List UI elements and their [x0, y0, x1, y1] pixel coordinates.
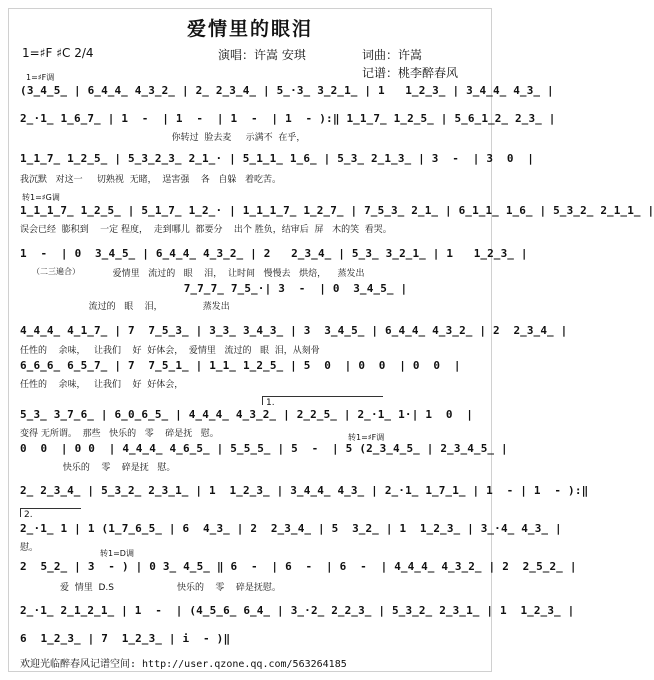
score-row: 2̲ 2̲3̲4̲ | 5̲3̲2̲ 2̲3̲1̲ | 1 1̲2̲3̲ | 3̲4̲4̲ 4̲3̲ | 2̲·1̲ 1̲7̲1̲ | 1 - | 1 - ):‖	[20, 484, 589, 497]
score-row: 1̲1̲7̲ 1̲2̲5̲ | 5̲3̲2̲3̲ 2̲1̲· | 5̲1̲1̲ 1̲6̲ | 5̲3̲ 2̲1̲3̲ | 3 - | 3 0 |	[20, 152, 535, 165]
lyric-line: 任性的 余味， 让我们 好 好体会， 爱情里 流过的 眼 泪，从刻骨	[20, 346, 320, 356]
lyric-line: 爱 情里 D.S 快乐的 零 碎是抚慰。	[20, 583, 281, 593]
volta-label: 1.	[266, 398, 275, 408]
score-row: 6̲6̲6̲ 6̲5̲7̲ | 7 7̲5̲1̲ | 1̲1̲ 1̲2̲5̲ | 5 0 | 0 0 | 0 0 |	[20, 359, 461, 372]
score-row: 4̲4̲4̲ 4̲1̲7̲ | 7 7̲5̲3̲ | 3̲3̲ 3̲4̲3̲ | 3 3̲4̲5̲ | 6̲4̲4̲ 4̲3̲2̲ | 2 2̲3̲4̲ |	[20, 324, 568, 337]
key-change-annotation: 转1=♯F调	[348, 433, 385, 442]
lyric-line: 任性的 余味， 让我们 好 好体会，	[20, 380, 184, 390]
score-row: 2̲·1̲ 1̲6̲7̲ | 1 - | 1 - | 1 - | 1 - ):‖ 1̲1̲7̲ 1̲2̲5̲ | 5̲6̲1̲2̲ 2̲3̲ |	[20, 112, 556, 125]
chorus-tag: （二三遍合）	[32, 267, 80, 276]
lyric-line: 我沉默 对这一 切熟视 无睹， 逞害强 各 自躲 着吃苦。	[20, 175, 281, 185]
score-row: 6 1̲2̲3̲ | 7 1̲2̲3̲ | i - )‖	[20, 632, 231, 645]
key-signature: 1=♯F ♯C 2/4	[22, 46, 94, 60]
volta-bracket	[262, 396, 383, 405]
score-row: 7̲7̲7̲ 7̲5̲·| 3 - | 0 3̲4̲5̲ |	[20, 282, 408, 295]
key-change-annotation: 1=♯F调	[26, 73, 55, 82]
score-row: 2̲·1̲ 1 | 1 (1̲7̲6̲5̲ | 6 4̲3̲ | 2 2̲3̲4̲ | 5 3̲2̲ | 1 1̲2̲3̲ | 3̲·4̲ 4̲3̲ |	[20, 522, 562, 535]
score-row: 1 - | 0 3̲4̲5̲ | 6̲4̲4̲ 4̲3̲2̲ | 2 2̲3̲4̲ | 5̲3̲ 3̲2̲1̲ | 1 1̲2̲3̲ |	[20, 247, 528, 260]
volta-label: 2.	[24, 510, 33, 520]
lyric-line: 误会已经 膨积到 一定 程度， 走到哪儿 都要分 出个 胜负，结审后 屏 木的笑 看哭。	[20, 225, 392, 235]
score-row: 0 0 | 0 0 | 4̲4̲4̲ 4̲6̲5̲ | 5̲5̲5̲ | 5 - | 5 (2̲3̲4̲5̲ | 2̲3̲4̲5̲ |	[20, 442, 508, 455]
singer-credit: 演唱：许嵩 安琪	[218, 48, 306, 62]
song-title: 爱情里的眼泪	[186, 18, 313, 40]
key-change-annotation: 转1=♯G调	[22, 193, 60, 202]
score-row: 2̲·1̲ 2̲1̲2̲1̲ | 1 - | (4̲5̲6̲ 6̲4̲ | 3̲·2̲ 2̲2̲3̲ | 5̲3̲2̲ 2̲3̲1̲ | 1 1̲2̲3̲ |	[20, 604, 575, 617]
key-change-annotation: 转1=D调	[100, 549, 134, 558]
lyric-line: 你转过 脸去麦 示满不 在乎，	[20, 133, 306, 143]
score-row: (3̲4̲5̲ | 6̲4̲4̲ 4̲3̲2̲ | 2̲ 2̲3̲4̲ | 5̲·3̲ 3̲2̲1̲ | 1 1̲2̲3̲ | 3̲4̲4̲ 4̲3̲ |	[20, 84, 554, 97]
score-row: 5̲3̲ 3̲7̲6̲ | 6̲0̲6̲5̲ | 4̲4̲4̲ 4̲3̲2̲ | 2̲2̲5̲ | 2̲·1̲ 1·| 1 0 |	[20, 408, 474, 421]
lyric-line: 慰。	[20, 543, 39, 553]
lyric-line: 爱情里 流过的 眼 泪， 让时间 慢慢去 烘焙， 蒸发出	[84, 269, 365, 279]
score-row: 1̲1̲1̲7̲ 1̲2̲5̲ | 5̲1̲7̲ 1̲2̲· | 1̲1̲1̲7̲ 1̲2̲7̲ | 7̲5̲3̲ 2̲1̲ | 6̲1̲1̲ 1̲6̲ | 5̲3̲2̲ 2̲1̲1̲ |	[20, 204, 654, 217]
score-row: 2 5̲2̲ | 3 - ) | 0 3̲ 4̲5̲ ‖ 6 - | 6 - | 6 - | 4̲4̲4̲ 4̲3̲2̲ | 2 2̲5̲2̲ |	[20, 560, 577, 573]
lyric-line: 快乐的 零 碎是抚 慰。	[20, 463, 176, 473]
footer-text: 欢迎光临醉春风记谱空间: http://user.qzone.qq.com/563264185	[20, 659, 347, 670]
lyric-line: 流过的 眼 泪， 蒸发出	[20, 302, 230, 312]
notation-credit: 记谱：桃李醉春风	[362, 66, 459, 80]
lyric-line: 变得 无所谓。 那些 快乐的 零 碎是抚 慰。	[20, 429, 219, 439]
composer-credit: 词曲：许嵩	[362, 48, 423, 62]
